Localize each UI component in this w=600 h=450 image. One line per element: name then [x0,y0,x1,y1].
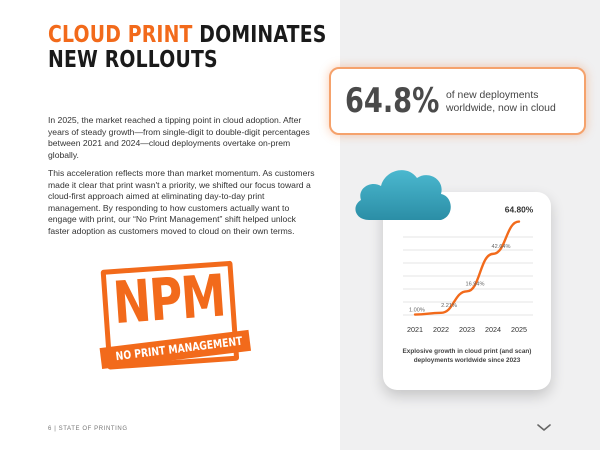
stat-description: of new deployments worldwide, now in cloud [446,90,556,114]
page-footer: 6 | STATE OF PRINTING [48,426,128,432]
paragraph-1: In 2025, the market reached a tipping point in cloud adoption. After years of steady growth—from single-digit to double-digit percentages between 2021 and 2024—cloud deployments overtake on-prem globally. [48,115,310,160]
chart-caption: Explosive growth in cloud print (and scan) deployments worldwide since 2023 [402,348,532,364]
title-rest: DOMINATES [192,22,327,48]
page-title [48,23,327,73]
data-label: 1.00% [409,307,425,314]
series-line [415,222,519,315]
x-tick-label: 2021 [407,325,423,334]
stamp-npm-text: NPM [110,261,227,338]
data-label: 64.80% [504,204,534,215]
stat-card [329,67,586,135]
cloud-icon [347,158,457,226]
x-tick-label: 2024 [485,325,501,334]
x-tick-label: 2023 [459,325,475,334]
data-label: 16.94% [465,281,485,288]
stamp-bar-text: NO PRINT MANAGEMENT [114,333,244,364]
npm-stamp [95,260,252,373]
data-label: 2.21% [441,302,457,309]
paragraph-2: This acceleration reflects more than market momentum. As customers made it clear that print wasn't a priority, we shifted our focus toward a cloud-first approach aimed at eliminating day-to-day print management. By responding to how customers actually want to engage with print, our “No Print Management” shift helped unlock faster adoption as customers moved to cloud on their own terms. [48,168,315,236]
x-tick-label: 2022 [433,325,449,334]
x-tick-label: 2025 [511,325,527,334]
title-line2: NEW ROLLOUTS [48,47,218,73]
title-accent: CLOUD PRINT [48,22,193,48]
data-label: 42.64% [491,243,511,250]
chevron-down-icon[interactable] [537,423,551,433]
stat-value: 64.8% [345,81,440,121]
